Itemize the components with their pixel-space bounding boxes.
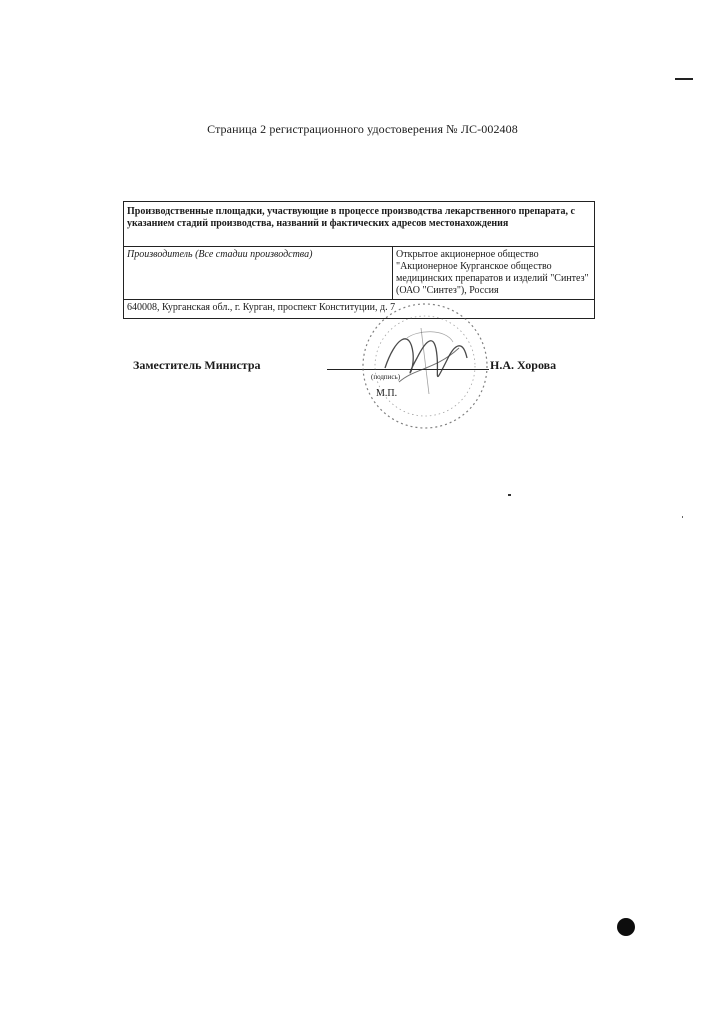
producer-role-cell: Производитель (Все стадии производства) <box>124 247 393 300</box>
signature-caption: (подпись) <box>371 373 401 381</box>
stamp-label: М.П. <box>376 388 398 399</box>
producer-name-cell: Открытое акционерное общество "Акционерное Курганское общество медицинских препаратов и изделий "Синтез" (ОАО "Синтез"), Россия <box>393 247 595 300</box>
table-header-row <box>124 202 595 247</box>
address-cell: 640008, Курганская обл., г. Курган, проспект Конституции, д. 7 <box>124 300 595 319</box>
signatory-title: Заместитель Министра <box>133 358 261 372</box>
scan-speck <box>682 516 683 518</box>
signatory-name: Н.А. Хорова <box>490 358 557 372</box>
table-header-cell: Производственные площадки, участвующие в процессе производства лекарственного препарата, с указанием стадий производства, названий и фактических адресов местонахождения <box>124 202 595 247</box>
official-seal <box>355 298 495 434</box>
corner-mark <box>675 78 693 80</box>
scan-speck <box>508 494 511 496</box>
scan-registration-dot <box>617 918 635 936</box>
producer-row <box>124 247 595 300</box>
page-heading: Страница 2 регистрационного удостоверения № ЛС-002408 <box>207 122 518 136</box>
